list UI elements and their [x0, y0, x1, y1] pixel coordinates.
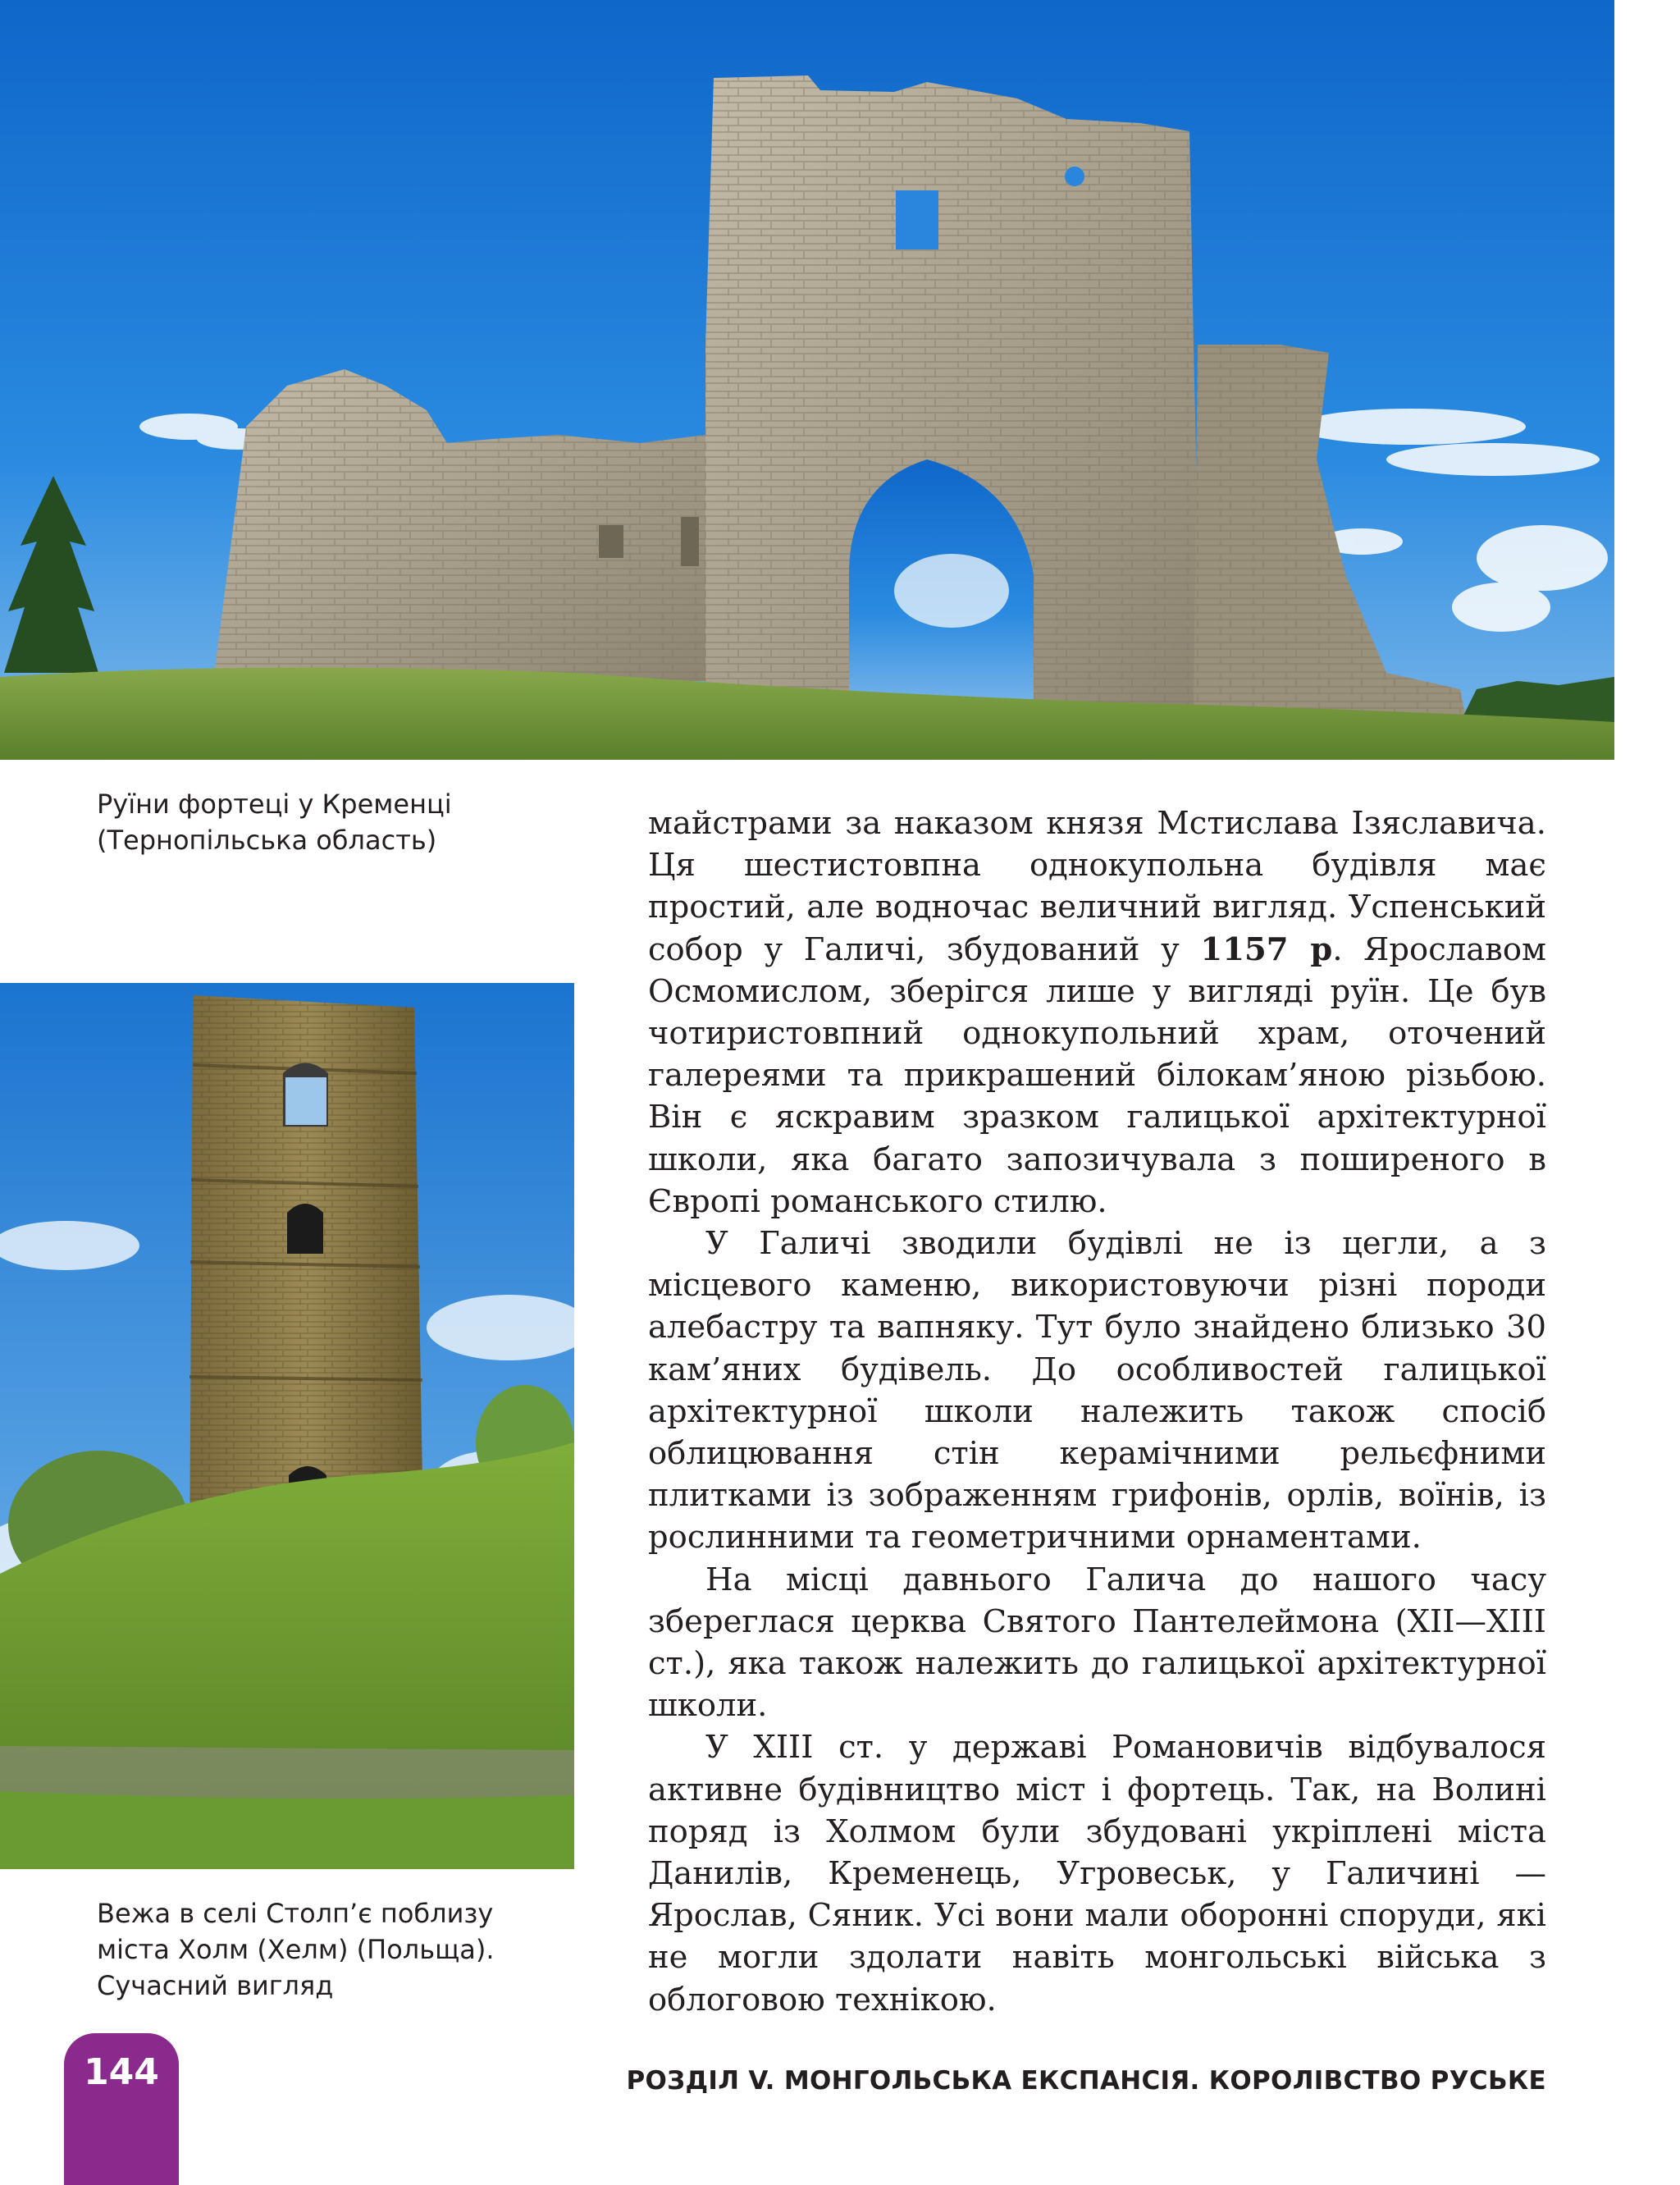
caption-line: Вежа в селі Столп’є поблизу	[97, 1898, 494, 1929]
caption-line: Сучасний вигляд	[97, 1970, 334, 2001]
page-number: 144	[84, 2051, 159, 2093]
text-run: майстрами за наказом князя Мстислава Ізяславича. Ця шестистовпна однокупольна будівля має простий, але водночас величний вигляд. Успенський собор у Галичі, збудований у	[648, 805, 1546, 968]
paragraph-building-materials: У Галичі зводили будівлі не із цегли, а з місцевого каменю, використовуючи різні породи алебастру та вапняку. Тут було знайдено близько 30 кам’яних будівель. До особливостей галицької архітектурної школи належить також спосіб облицювання стін керамічними рельєфними плитками із зображенням грифонів, орлів, воїнів, із рослинними та геометричними орнаментами.	[648, 1225, 1546, 1556]
caption-line: (Тернопільська область)	[97, 825, 437, 856]
text-run: . Ярославом Осмомислом, зберігся лише у вигляді руїн. Це був чотиристовпний однокупольний храм, оточений галереями та прикрашений білокам’яною різьбою. Він є яскравим зразком галицької архітектурної школи, яка багато запозичувала з поширеного в Європі романського стилю.	[648, 930, 1546, 1220]
caption-line: Руїни фортеці у Кременці	[97, 789, 452, 820]
caption-line: міста Холм (Хелм) (Польща).	[97, 1934, 495, 1965]
top-photo-caption	[97, 786, 556, 858]
page-number-tab	[64, 2033, 179, 2185]
stolpie-tower-image	[0, 983, 574, 1869]
photo-stolpie-tower	[0, 983, 574, 1869]
kremenets-fortress-image	[0, 0, 1614, 760]
paragraph-st-panteleimon: На місці давнього Галича до нашого часу збереглася церква Святого Пантелеймона (XII—XIII ст.), яка також належить до галицької архітектурної школи.	[648, 1561, 1546, 1725]
side-photo-caption	[97, 1895, 556, 2004]
paragraph-galicia-cathedral	[648, 802, 1546, 1223]
photo-kremenets-fortress	[0, 0, 1614, 760]
running-head: РОЗДІЛ V. МОНГОЛЬСЬКА ЕКСПАНСІЯ. КОРОЛІВСТВО РУСЬКЕ	[626, 2066, 1546, 2096]
paragraph-romanovych-state: У XIII ст. у державі Романовичів відбувалося активне будівництво міст і фортець. Так, на Волині поряд із Холмом були збудовані укріплені міста Данилів, Кременець, Угровеськ, у Галичині — Ярослав, Сяник. Усі вони мали оборонні споруди, які не могли здолати навіть монгольські війська з облоговою технікою.	[648, 1729, 1546, 2018]
body-text	[648, 802, 1546, 2021]
highlighted-date: 1157 р	[1200, 930, 1333, 968]
